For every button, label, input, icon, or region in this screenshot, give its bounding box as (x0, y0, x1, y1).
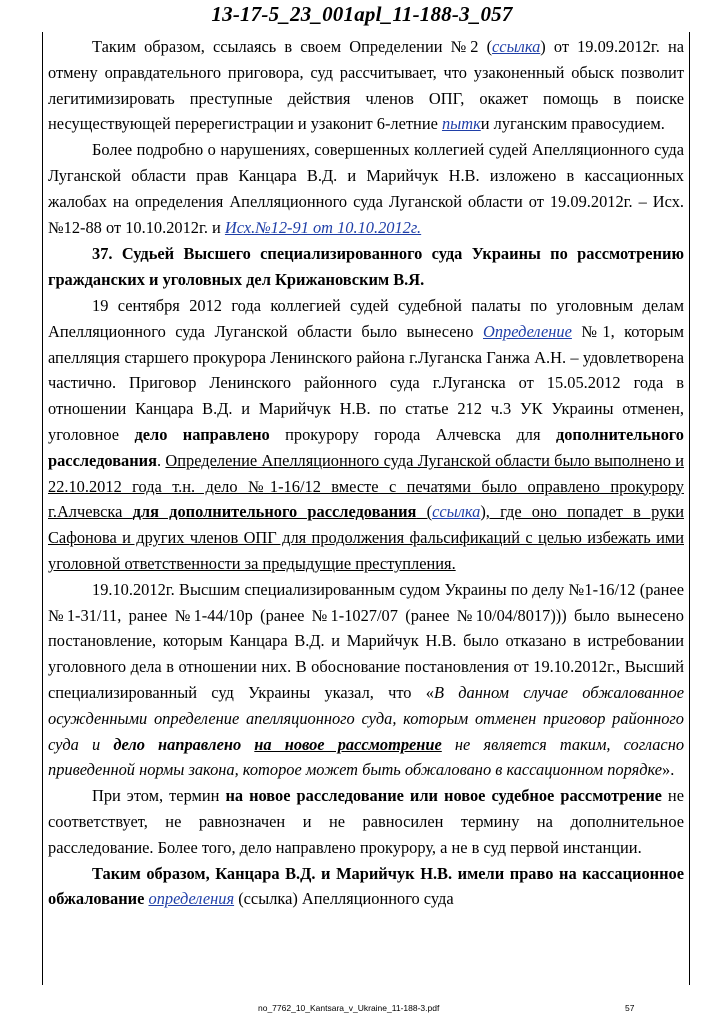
document-body (48, 34, 684, 912)
link-ssylka-1[interactable]: ссылка (492, 37, 541, 56)
paragraph-4: 19.10.2012г. Высшим специализированным судом Украины по делу №1-16/12 (ранее №1-31/11, ранее №1-44/10р (ранее №1-1027/07 (ранее №10/04/8017))) было вынесено постановление, которым Канцара В.Д. и Марийчук Н.В. было отказано в истребовании уголовного дела в отношении них. В обоснование постановления от 19.10.2012г., Высший специализированный суд Украины указал, что «В данном случае обжалованное осужденными определение апелляционного суда, которым отменен приговор районного суда и дело направлено на новое рассмотрение не является таким, согласно приведенной нормы закона, которое может быть обжаловано в кассационном порядке». (48, 579, 685, 780)
document-header-title: 13-17-5_23_001apl_11-188-3_057 (211, 2, 513, 26)
paragraph-3: 19 сентября 2012 года коллегией судей судебной палаты по уголовным делам Апелляционного суда Луганской области было вынесено Определение №1, которым апелляция старшего прокурора Ленинского района г.Луганска Ганжа А.Н. – удовлетворена частично. Приговор Ленинского районного суда г.Луганска от 15.05.2012 года в отношении Канцара В.Д. и Марийчук Н.В. по статье 212 ч.3 УК Украины отменен, уголовное дело направлено прокурору города Алчевска для дополнительного расследования. Определение Апелляционного суда Луганской области было выполнено и 22.10.2012 года т.н. дело №1-16/12 вместе с печатями было оправлено прокурору г.Алчевска для дополнительного расследования (ссылка), где оно попадет в руки Сафонова и других членов ОПГ для продолжения фальсификаций с целью избежать ими уголовной ответственности за предыдущие преступления. (48, 295, 684, 573)
link-opredeleniya[interactable]: определения (148, 889, 235, 909)
link-pytki[interactable]: пытк (441, 114, 481, 134)
link-ssylka-2[interactable]: ссылка (432, 502, 481, 522)
paragraph-1: Таким образом, ссылаясь в своем Определении №2 (ссылка) от 19.09.2012г. на отмену оправдательного приговора, суд рассчитывает, что узаконенный обыск позволит легитимизировать преступные действия членов ОПГ, окажет помощь в поиске несуществующей перерегистрации и узаконит 6-летние пытки луганским правосудием. (48, 37, 684, 134)
paragraph-6: Таким образом, Канцара В.Д. и Марийчук Н.В. имели право на кассационное обжалование определения (ссылка) Апелляционного суда (48, 863, 684, 909)
paragraph-5: При этом, термин на новое расследование или новое судебное рассмотрение не соответствует, не равнозначен и не равносилен термину на дополнительное расследование. Более того, дело направлено прокурору, а не в суд первой инстанции. (48, 786, 684, 857)
paragraph-2: Более подробно о нарушениях, совершенных коллегией судей Апелляционного суда Луганской области прав Канцара В.Д. и Марийчук Н.В. изложено в кассационных жалобах на определения Апелляционного суда Луганской области от 19.09.2012г. – Исх.№12-88 от 10.10.2012г. и Исх.№12-91 от 10.10.2012г. (48, 140, 684, 237)
section-heading-37: 37. Судьей Высшего специализированного суда Украины по рассмотрению гражданских и уголовных дел Крижановским В.Я. (48, 244, 684, 290)
link-ish-12-91[interactable]: Исх.№12-91 от 10.10.2012г. (224, 217, 422, 237)
footer-filename: no_7762_10_Kantsara_v_Ukraine_11-188-3.pdf (258, 1003, 440, 1013)
link-opredelenie[interactable]: Определение (482, 321, 572, 341)
footer-page-number: 57 (625, 1003, 635, 1013)
